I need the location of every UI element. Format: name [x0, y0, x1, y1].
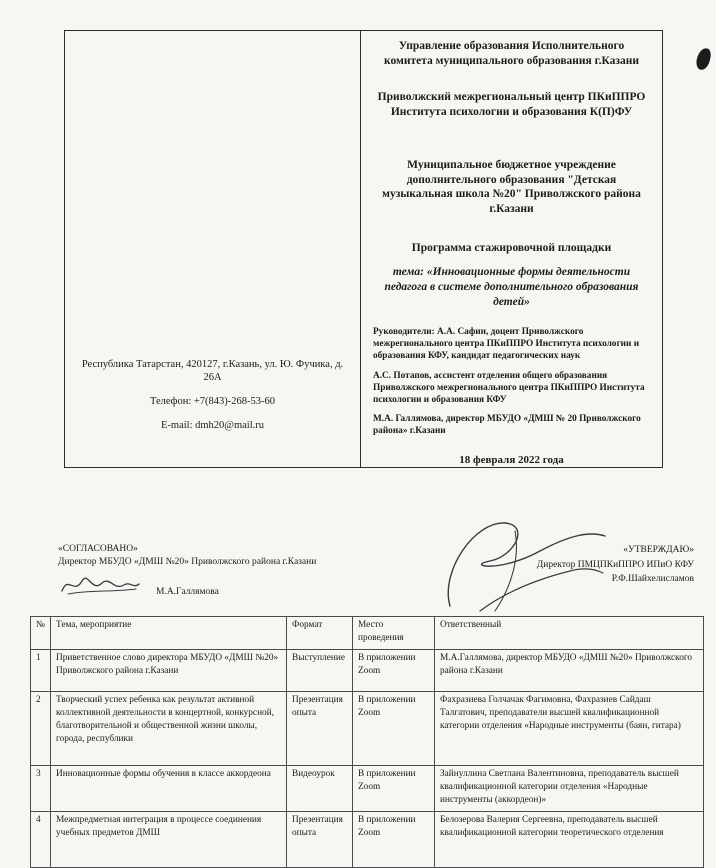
table-row: [31, 766, 704, 812]
cell-topic: Приветственное слово директора МБУДО «ДМШ №20» Приволжского района г.Казани: [51, 650, 287, 692]
email-line: E-mail: dmh20@mail.ru: [161, 419, 264, 431]
col-header-place: Место проведения: [353, 617, 435, 650]
leader-potapov: А.С. Потапов, ассистент отделения общего образования Приволжского межрегионального центра ПКиППРО Института психологии и образования КФУ: [373, 370, 645, 405]
leader-safin: Руководители: А.А. Сафин, доцент Приволжского межрегионального центра ПКиППРО Института психологии и образования КФУ, кандидат педагогических наук: [373, 327, 640, 362]
cell-num: 4: [31, 812, 51, 868]
agreed-title: «СОГЛАСОВАНО»: [58, 544, 138, 554]
col-header-format: Формат: [287, 617, 353, 650]
program-table: [30, 616, 704, 868]
agreed-signature-row: [58, 571, 316, 597]
org-name-department: Управление образования Исполнительного комитета муниципального образования г.Казани: [384, 40, 639, 67]
cell-place: В приложении Zoom: [353, 650, 435, 692]
agreed-name: М.А.Галлямова: [156, 586, 219, 597]
letterhead-box: [64, 30, 663, 468]
col-header-topic: Тема, мероприятие: [51, 617, 287, 650]
cell-num: 3: [31, 766, 51, 812]
approved-title: «УТВЕРЖДАЮ»: [623, 545, 694, 555]
scan-artifact: [695, 47, 712, 71]
cell-format: Презентация опыта: [287, 812, 353, 868]
contact-block: [65, 31, 361, 467]
cell-responsible: Зайнуллина Светлана Валентиновна, преподаватель высшей квалификационной категории отделения «Народные инструменты (аккордеон)»: [435, 766, 704, 812]
org-name-school: Муниципальное бюджетное учреждение дополнительного образования "Детская музыкальная школа №20" Приволжского района г.Казани: [382, 158, 641, 216]
program-date: 18 февраля 2022 года: [459, 453, 564, 466]
cell-topic: Творческий успех ребенка как результат активной коллективной деятельности в концертной, конкурсной, благотворительной и общественной жизни школы, города, республики: [51, 692, 287, 766]
cell-place: В приложении Zoom: [353, 812, 435, 868]
col-header-num: №: [31, 617, 51, 650]
table-row: [31, 812, 704, 868]
org-name-center: Приволжский межрегиональный центр ПКиППРО Института психологии и образования К(П)ФУ: [377, 91, 646, 119]
cell-format: Выступление: [287, 650, 353, 692]
cell-topic: Инновационные формы обучения в классе аккордеона: [51, 766, 287, 812]
approved-block: [537, 543, 694, 587]
phone-line: Телефон: +7(843)-268-53-60: [149, 395, 276, 407]
cell-num: 2: [31, 692, 51, 766]
address-line: Республика Татарстан, 420127, г.Казань, ул. Ю. Фучика, д. 26А: [81, 358, 344, 383]
header-block: [361, 31, 662, 467]
cell-responsible: М.А.Галлямова, директор МБУДО «ДМШ №20» Приволжского района г.Казани: [435, 650, 704, 692]
cell-responsible: Белозерова Валерия Сергеевна, преподаватель высшей квалификационной категории теоретического отделения: [435, 812, 704, 868]
cell-place: В приложении Zoom: [353, 766, 435, 812]
cell-responsible: Фахразиева Голчачак Фагимовна, Фахразиев Сайдаш Талгатович, преподаватели высшей квалификационной категории отделения «Народные инструменты (баян, гитара): [435, 692, 704, 766]
approved-position: Директор ПМЦПКиППРО ИПиО КФУ: [536, 559, 694, 570]
table-header-row: [31, 617, 704, 650]
agreed-block: [58, 543, 316, 597]
program-title: Программа стажировочной площадки: [411, 241, 612, 254]
cell-format: Видеоурок: [287, 766, 353, 812]
col-header-responsible: Ответственный: [435, 617, 704, 650]
table-row: [31, 692, 704, 766]
table-row: [31, 650, 704, 692]
cell-place: В приложении Zoom: [353, 692, 435, 766]
cell-num: 1: [31, 650, 51, 692]
cell-format: Презентация опыта: [287, 692, 353, 766]
agreed-position: Директор МБУДО «ДМШ №20» Приволжского района г.Казани: [58, 556, 317, 567]
approved-name: Р.Ф.Шайхелисламов: [611, 574, 694, 585]
cell-topic: Межпредметная интеграция в процессе соединения учебных предметов ДМШ: [51, 812, 287, 868]
leader-gallyamova: М.А. Галлямова, директор МБУДО «ДМШ № 20 Приволжского района» г.Казани: [373, 413, 641, 436]
signature-left-icon: [58, 571, 142, 597]
program-theme: тема: «Инновационные формы деятельности педагога в системе дополнительного образования детей»: [384, 266, 639, 309]
